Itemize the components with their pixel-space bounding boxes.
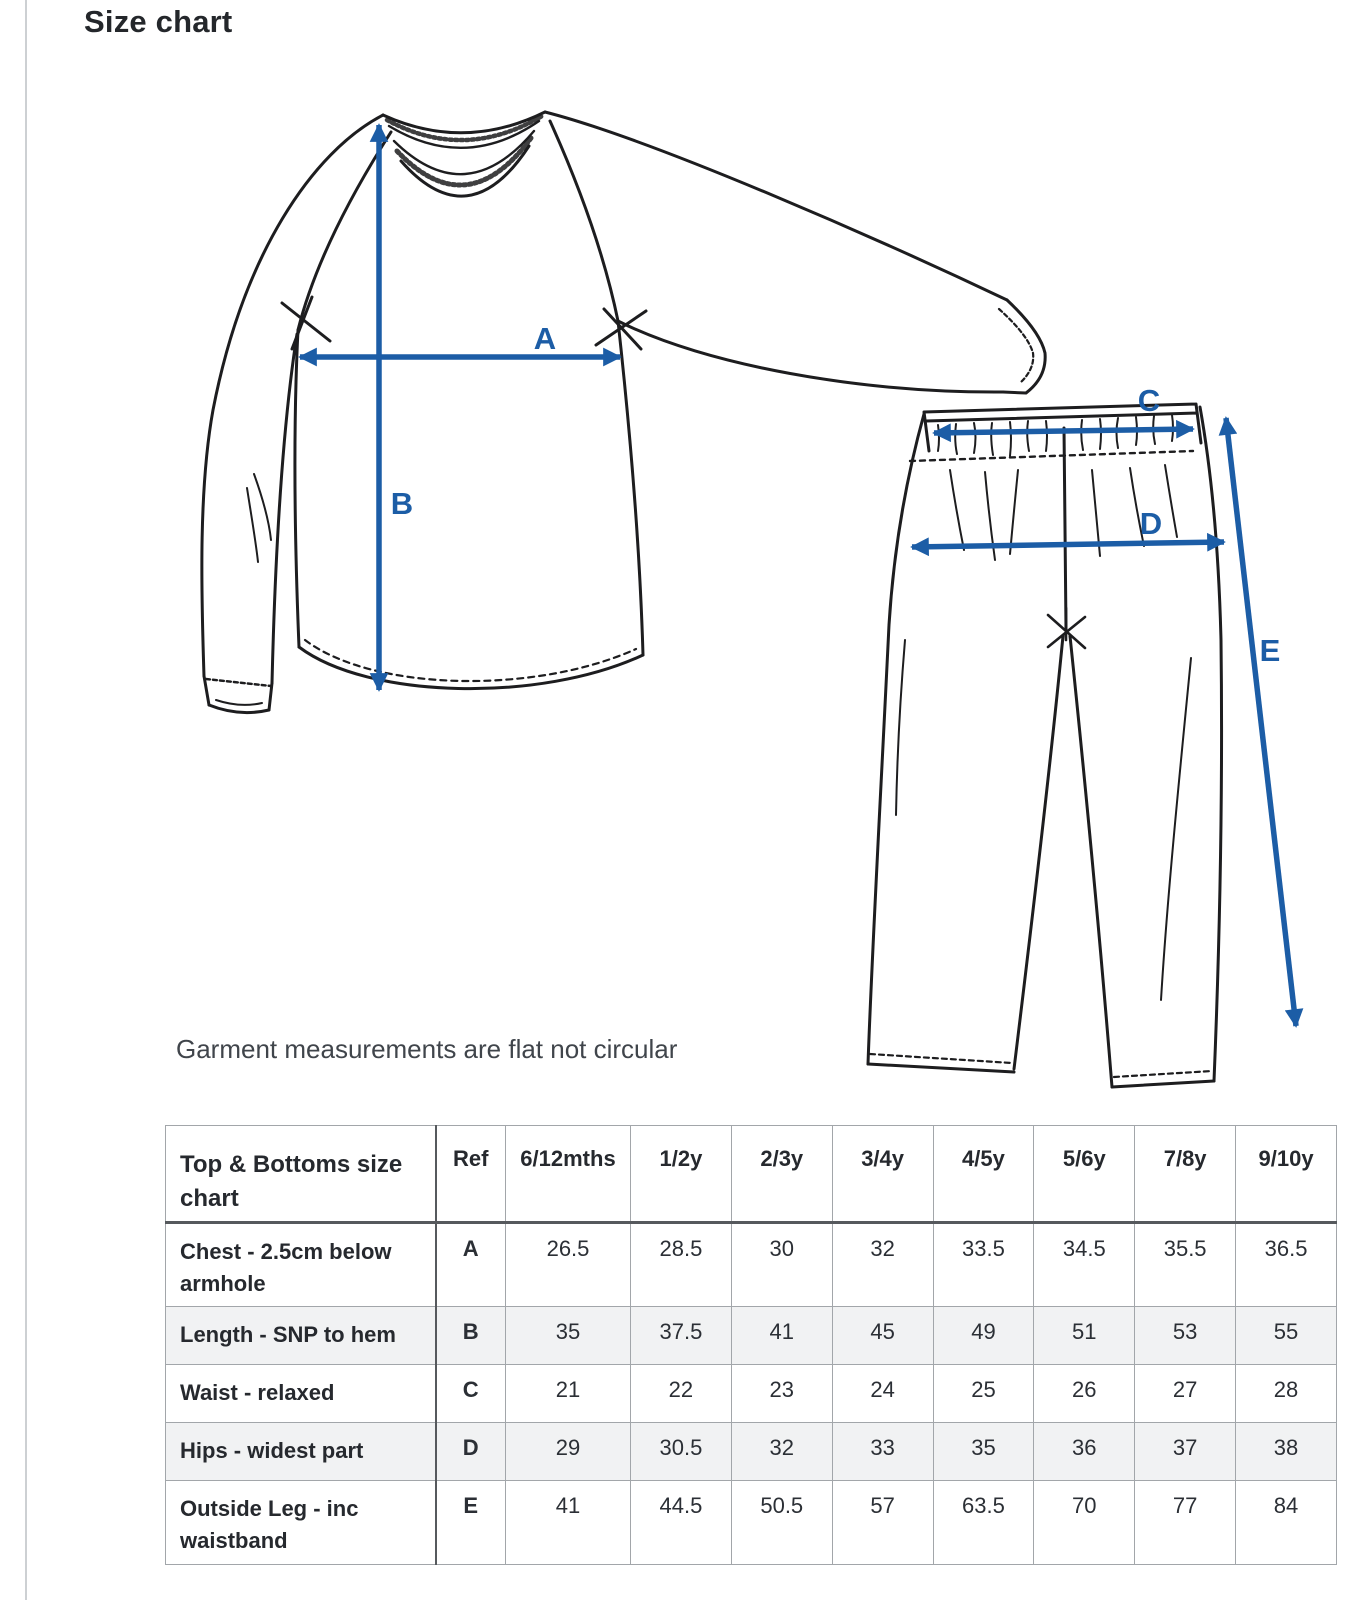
- measure-label-hips: D: [1139, 506, 1163, 541]
- size-table-row: [166, 1306, 1337, 1364]
- row-label-cell: Hips - widest part: [166, 1422, 436, 1480]
- value-cell: 34.5: [1034, 1223, 1135, 1307]
- row-label-cell: Length - SNP to hem: [166, 1306, 436, 1364]
- pyjama-bottoms-illustration: [868, 404, 1222, 1087]
- value-cell: 21: [506, 1364, 631, 1422]
- measure-label-outside-leg: E: [1259, 633, 1281, 668]
- size-header-cell: 7/8y: [1135, 1126, 1236, 1223]
- ref-cell: E: [436, 1480, 506, 1564]
- value-cell: 63.5: [933, 1480, 1034, 1564]
- value-cell: 36.5: [1236, 1223, 1337, 1307]
- measure-label-length: B: [390, 486, 414, 521]
- value-cell: 77: [1135, 1480, 1236, 1564]
- value-cell: 35: [506, 1306, 631, 1364]
- measurements-note: Garment measurements are flat not circular: [176, 1034, 678, 1064]
- size-header-cell: 6/12mths: [506, 1126, 631, 1223]
- value-cell: 33.5: [933, 1223, 1034, 1307]
- size-header-cell: 4/5y: [933, 1126, 1034, 1223]
- value-cell: 22: [631, 1364, 732, 1422]
- value-cell: 84: [1236, 1480, 1337, 1564]
- size-header-cell: 9/10y: [1236, 1126, 1337, 1223]
- measure-arrow-hips: [912, 542, 1224, 547]
- size-table-body: [166, 1223, 1337, 1565]
- value-cell: 32: [832, 1223, 933, 1307]
- page-title: Size chart: [84, 4, 233, 39]
- pyjama-top-illustration: [202, 112, 1045, 713]
- size-table-header-row: [166, 1126, 1337, 1223]
- ref-cell: D: [436, 1422, 506, 1480]
- value-cell: 50.5: [731, 1480, 832, 1564]
- value-cell: 41: [506, 1480, 631, 1564]
- value-cell: 26: [1034, 1364, 1135, 1422]
- value-cell: 70: [1034, 1480, 1135, 1564]
- size-header-cell: 5/6y: [1034, 1126, 1135, 1223]
- value-cell: 55: [1236, 1306, 1337, 1364]
- row-label-cell: Chest - 2.5cm below armhole: [166, 1223, 436, 1307]
- size-table-row: [166, 1422, 1337, 1480]
- size-table-row: [166, 1223, 1337, 1307]
- ref-cell: C: [436, 1364, 506, 1422]
- value-cell: 27: [1135, 1364, 1236, 1422]
- row-label-cell: Waist - relaxed: [166, 1364, 436, 1422]
- value-cell: 41: [731, 1306, 832, 1364]
- value-cell: 37.5: [631, 1306, 732, 1364]
- size-table-row: [166, 1480, 1337, 1564]
- size-table-row: [166, 1364, 1337, 1422]
- measure-label-waist: C: [1137, 383, 1161, 418]
- value-cell: 57: [832, 1480, 933, 1564]
- value-cell: 30: [731, 1223, 832, 1307]
- value-cell: 30.5: [631, 1422, 732, 1480]
- size-header-cell: 3/4y: [832, 1126, 933, 1223]
- value-cell: 45: [832, 1306, 933, 1364]
- value-cell: 35.5: [1135, 1223, 1236, 1307]
- value-cell: 28.5: [631, 1223, 732, 1307]
- value-cell: 49: [933, 1306, 1034, 1364]
- ref-cell: A: [436, 1223, 506, 1307]
- value-cell: 32: [731, 1422, 832, 1480]
- value-cell: 24: [832, 1364, 933, 1422]
- measure-arrow-outside-leg: [1226, 418, 1296, 1026]
- size-table: [165, 1125, 1337, 1565]
- value-cell: 23: [731, 1364, 832, 1422]
- value-cell: 29: [506, 1422, 631, 1480]
- size-header-cell: 1/2y: [631, 1126, 732, 1223]
- ref-header-cell: Ref: [436, 1126, 506, 1223]
- value-cell: 37: [1135, 1422, 1236, 1480]
- row-label-cell: Outside Leg - inc waistband: [166, 1480, 436, 1564]
- size-header-cell: 2/3y: [731, 1126, 832, 1223]
- value-cell: 25: [933, 1364, 1034, 1422]
- measure-label-chest: A: [533, 321, 557, 356]
- value-cell: 38: [1236, 1422, 1337, 1480]
- ref-cell: B: [436, 1306, 506, 1364]
- value-cell: 53: [1135, 1306, 1236, 1364]
- value-cell: 26.5: [506, 1223, 631, 1307]
- value-cell: 36: [1034, 1422, 1135, 1480]
- value-cell: 51: [1034, 1306, 1135, 1364]
- table-title-cell: Top & Bottoms size chart: [166, 1126, 436, 1223]
- value-cell: 44.5: [631, 1480, 732, 1564]
- value-cell: 33: [832, 1422, 933, 1480]
- value-cell: 35: [933, 1422, 1034, 1480]
- value-cell: 28: [1236, 1364, 1337, 1422]
